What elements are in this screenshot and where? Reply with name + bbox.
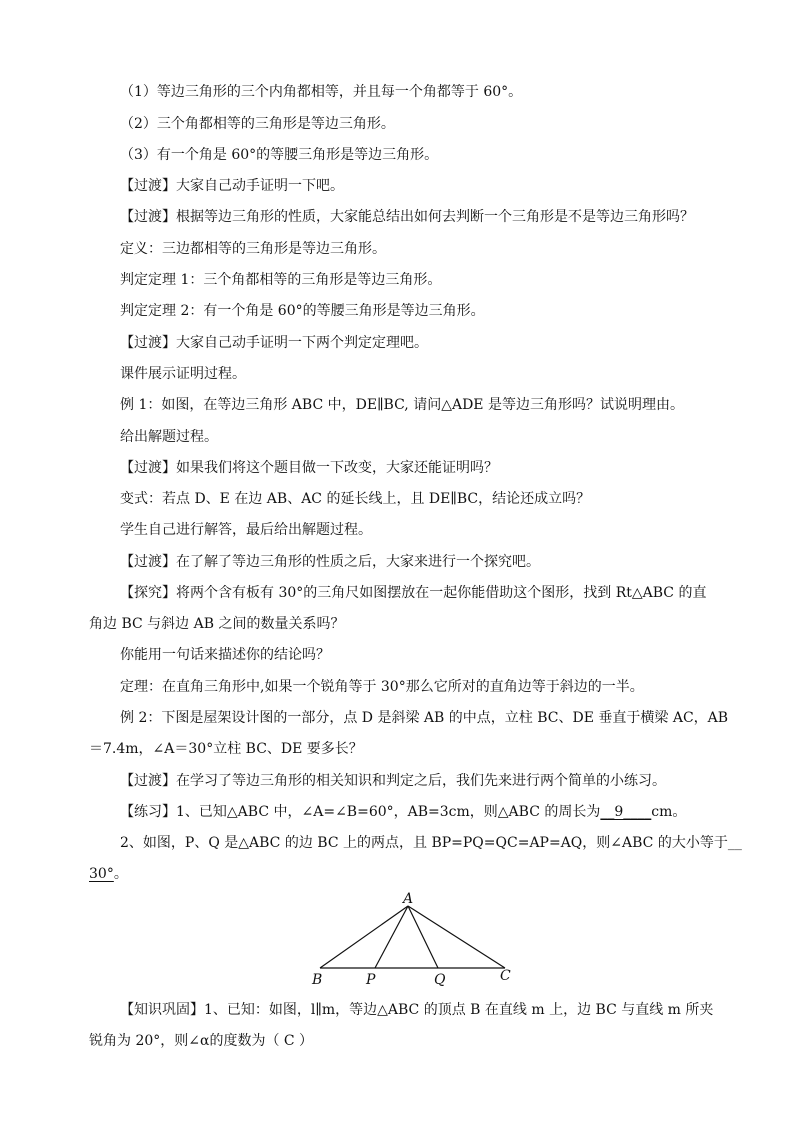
theorem-1: 判定定理 1：三个角都相等的三角形是等边三角形。 <box>120 272 442 288</box>
consolidation-line-1: 【知识巩固】1、已知：如图，l∥m，等边△ABC 的顶点 B 在直线 m 上，边 BC 与直线 m 所夹 <box>120 1002 714 1018</box>
question: 你能用一句话来描述你的结论吗？ <box>120 647 330 663</box>
explore-line-1: 【探究】将两个含有板有 30°的三角尺如图摆放在一起你能借助这个图形，找到 Rt△ABC 的直 <box>120 585 707 601</box>
courseware-note: 课件展示证明过程。 <box>120 366 246 382</box>
explore-line-2: 角边 BC 与斜边 AB 之间的数量关系吗？ <box>89 616 345 632</box>
exercise-2-text: 2、如图，P、Q 是△ABC 的边 BC 上的两点，且 BP=PQ=QC=AP=AQ，则∠ABC 的大小等于 <box>120 835 728 851</box>
consolidation-line-2: 锐角为 20°，则∠α的度数为（ C ） <box>89 1033 314 1049</box>
example-1: 例 1：如图，在等边三角形 ABC 中，DE∥BC, 请问△ADE 是等边三角形吗？试说明理由。 <box>120 397 684 413</box>
label-p: P <box>366 972 376 988</box>
exercise-2-blank: __ <box>727 835 742 851</box>
exercise-2-line-2 <box>89 864 128 884</box>
exercise-2-suffix: 。 <box>113 866 128 882</box>
label-b: B <box>312 972 323 988</box>
exercise-2-line-1 <box>120 833 742 853</box>
exercise-1-text: 【练习】1、已知△ABC 中，∠A=∠B=60°，AB=3cm，则△ABC 的周长为 <box>120 804 601 820</box>
transition-1: 【过渡】大家自己动手证明一下吧。 <box>120 178 344 194</box>
transition-3: 【过渡】大家自己动手证明一下两个判定定理吧。 <box>120 335 428 351</box>
example-2-line-2: ＝7.4m，∠A＝30°立柱 BC、DE 要多长？ <box>89 741 363 757</box>
property-3: （3）有一个角是 60°的等腰三角形是等边三角形。 <box>120 147 439 163</box>
theorem-30deg: 定理：在直角三角形中,如果一个锐角等于 30°那么它所对的直角边等于斜边的一半。 <box>120 679 644 695</box>
definition: 定义：三边都相等的三角形是等边三角形。 <box>120 241 386 257</box>
solution-note: 给出解题过程。 <box>120 429 218 445</box>
exercise-1-answer: __9____ <box>600 804 652 820</box>
transition-6: 【过渡】在学习了等边三角形的相关知识和判定之后，我们先来进行两个简单的小练习。 <box>120 773 666 789</box>
label-c: C <box>500 968 511 984</box>
segment-ab <box>320 906 408 968</box>
exercise-1-suffix: cm。 <box>651 804 687 820</box>
label-q: Q <box>434 972 446 988</box>
transition-2: 【过渡】根据等边三角形的性质，大家能总结出如何去判断一个三角形是不是等边三角形吗？ <box>120 209 694 225</box>
segment-ap <box>375 906 408 968</box>
theorem-2: 判定定理 2：有一个角是 60°的等腰三角形是等边三角形。 <box>120 303 485 319</box>
transition-4: 【过渡】如果我们将这个题目做一下改变，大家还能证明吗？ <box>120 460 498 476</box>
variant: 变式：若点 D、E 在边 AB、AC 的延长线上，且 DE∥BC，结论还成立吗？ <box>120 491 591 507</box>
example-2-line-1: 例 2：下图是屋架设计图的一部分，点 D 是斜梁 AB 的中点，立柱 BC、DE 垂直于横梁 AC，AB <box>120 710 729 726</box>
triangle-figure <box>300 888 530 992</box>
exercise-2-answer: 30° <box>89 866 114 882</box>
transition-5: 【过渡】在了解了等边三角形的性质之后，大家来进行一个探究吧。 <box>120 554 540 570</box>
property-2: （2）三个角都相等的三角形是等边三角形。 <box>120 116 395 132</box>
student-note: 学生自己进行解答，最后给出解题过程。 <box>120 522 372 538</box>
label-a: A <box>403 891 414 907</box>
exercise-1 <box>120 802 686 822</box>
property-1: （1）等边三角形的三个内角都相等，并且每一个角都等于 60°。 <box>120 84 523 100</box>
